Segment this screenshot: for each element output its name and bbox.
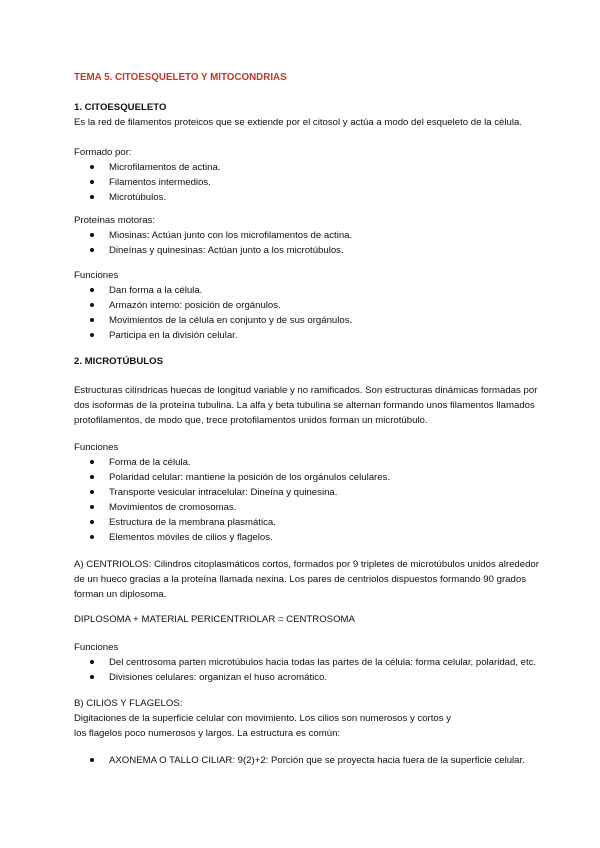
bullet-icon bbox=[90, 160, 94, 175]
bullet-icon bbox=[90, 313, 94, 328]
list-item: Movimientos de cromosomas. bbox=[109, 502, 237, 513]
list-item: Movimientos de la célula en conjunto y de sus orgánulos. bbox=[109, 315, 353, 326]
paragraph-line: de un hueco gracias a la proteína llamada nexina. Los pares de centriolos dispuestos formando 90 grados bbox=[74, 574, 526, 585]
bullet-icon bbox=[90, 328, 94, 343]
list-item: Polaridad celular: mantiene la posición de los orgánulos celulares. bbox=[109, 472, 391, 483]
list-item: Del centrosoma parten microtúbulos hacia todas las partes de la célula: forma celular, polaridad, etc. bbox=[109, 657, 537, 668]
bullet-icon bbox=[90, 298, 94, 313]
list-item: Armazón interno: posición de orgánulos. bbox=[109, 300, 281, 311]
definition-text: Es la red de filamentos proteicos que se extiende por el citosol y actúa a modo del esqueleto de la célula. bbox=[74, 117, 522, 128]
list-item: Dan forma a la célula. bbox=[109, 285, 203, 296]
list-item: AXONEMA O TALLO CILIAR: 9(2)+2: Porción que se proyecta hacia fuera de la superficie celular. bbox=[109, 755, 525, 766]
list-item: Microfilamentos de actina. bbox=[109, 162, 221, 173]
list-item: Estructura de la membrana plasmática. bbox=[109, 517, 276, 528]
list-item: Transporte vesicular intracelular: Dineína y quinesina. bbox=[109, 487, 338, 498]
paragraph-line: forman un diplosoma. bbox=[74, 589, 167, 600]
paragraph-line: A) CENTRIOLOS: Cilindros citoplasmáticos cortos, formados por 9 tripletes de microtúbulos unidos alrededor bbox=[74, 559, 539, 570]
list-item: Miosinas: Actúan junto con los microfilamentos de actina. bbox=[109, 230, 353, 241]
bullet-icon bbox=[90, 190, 94, 205]
bullet-icon bbox=[90, 455, 94, 470]
list-item: Participa en la división celular. bbox=[109, 330, 238, 341]
section-heading-microtubulos: 2. MICROTÚBULOS bbox=[74, 356, 164, 367]
motoras-label: Proteínas motoras: bbox=[74, 215, 156, 226]
paragraph-line: Estructuras cilíndricas huecas de longitud variable y no ramificados. Son estructuras dinámicas formadas por bbox=[74, 385, 538, 396]
funciones-label: Funciones bbox=[74, 270, 119, 281]
funciones-label: Funciones bbox=[74, 442, 119, 453]
bullet-icon bbox=[90, 670, 94, 685]
bullet-icon bbox=[90, 530, 94, 545]
formado-label: Formado por: bbox=[74, 147, 132, 158]
list-item: Divisiones celulares: organizan el huso acromático. bbox=[109, 672, 328, 683]
paragraph-line: protofilamentos, de modo que, trece protofilamentos unidos forman un microtúbulo. bbox=[74, 415, 428, 426]
document-title: TEMA 5. CITOESQUELETO Y MITOCONDRIAS bbox=[74, 72, 287, 83]
diplosoma-formula: DIPLOSOMA + MATERIAL PERICENTRIOLAR = CENTROSOMA bbox=[74, 614, 355, 625]
paragraph-line: Digitaciones de la superficie celular con movimiento. Los cilios son numerosos y cortos y bbox=[74, 713, 451, 724]
list-item: Dineínas y quinesinas: Actúan junto a los microtúbulos. bbox=[109, 245, 344, 256]
bullet-icon bbox=[90, 243, 94, 258]
bullet-icon bbox=[90, 175, 94, 190]
bullet-icon bbox=[90, 283, 94, 298]
section-heading-citoesqueleto: 1. CITOESQUELETO bbox=[74, 102, 167, 113]
list-item: Forma de la célula. bbox=[109, 457, 191, 468]
paragraph-line: dos isoformas de la proteína tubulina. La alfa y beta tubulina se alternan formando unos filamentos llamados bbox=[74, 400, 535, 411]
list-item: Microtúbulos. bbox=[109, 192, 167, 203]
bullet-icon bbox=[90, 228, 94, 243]
bullet-icon bbox=[90, 655, 94, 670]
bullet-icon bbox=[90, 515, 94, 530]
bullet-icon bbox=[90, 753, 94, 768]
funciones-label: Funciones bbox=[74, 642, 119, 653]
paragraph-line: los flagelos poco numerosos y largos. La estructura es común: bbox=[74, 728, 341, 739]
bullet-icon bbox=[90, 500, 94, 515]
cilios-heading: B) CILIOS Y FLAGELOS: bbox=[74, 698, 183, 709]
list-item: Filamentos intermedios. bbox=[109, 177, 211, 188]
bullet-icon bbox=[90, 470, 94, 485]
bullet-icon bbox=[90, 485, 94, 500]
list-item: Elementos móviles de cilios y flagelos. bbox=[109, 532, 273, 543]
